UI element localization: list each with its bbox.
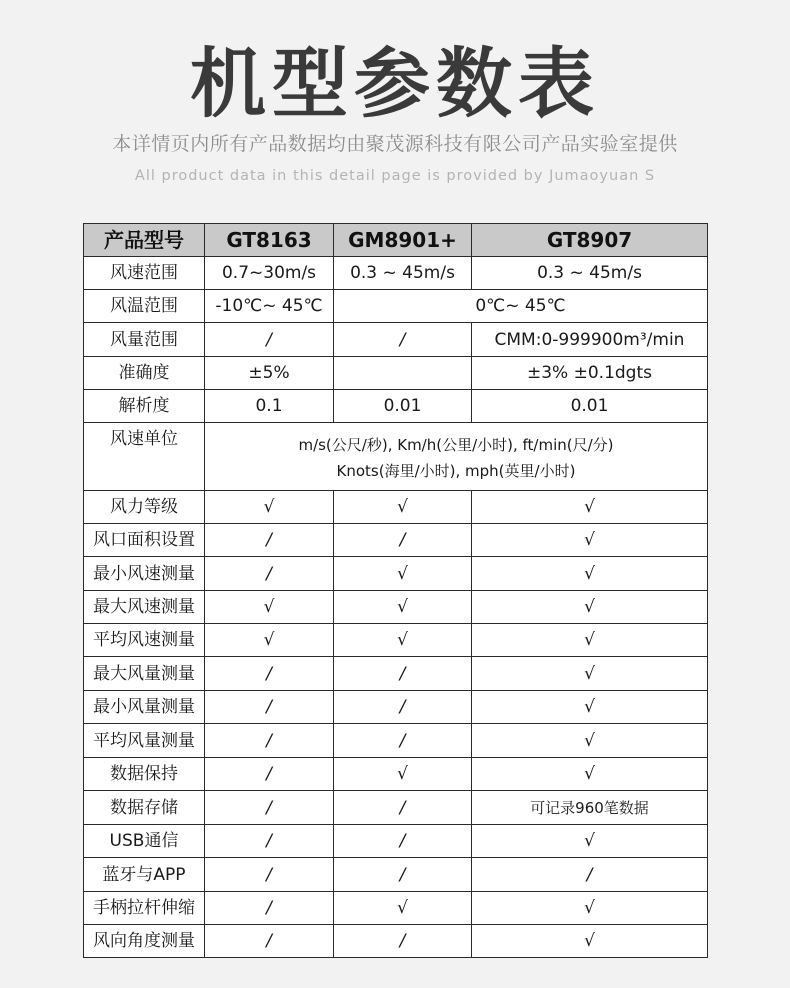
row-label: 风向角度测量 [84, 925, 205, 958]
row-label: USB通信 [84, 825, 205, 858]
row-label: 风速范围 [84, 257, 205, 290]
feature-row [84, 657, 708, 691]
cell-gm8901: / [334, 657, 472, 691]
row-label: 准确度 [84, 357, 205, 390]
unit-line-1: m/s(公尺/秒), Km/h(公里/小时), ft/min(尺/分) [298, 435, 614, 454]
row-label: 手柄拉杆伸缩 [84, 892, 205, 925]
cell-gm8901: √ [334, 892, 472, 925]
cell-gt8907: √ [472, 892, 708, 925]
cell-gm8901: / [334, 691, 472, 724]
accuracy-row [84, 357, 708, 390]
cell-gt8163: -10℃~ 45℃ [205, 290, 334, 323]
cell-gt8907: √ [472, 825, 708, 858]
cell-gt8163: ±5% [205, 357, 334, 390]
cell-gt8907: √ [472, 491, 708, 524]
feature-row [84, 925, 708, 958]
cell-gt8163: / [205, 657, 334, 691]
row-label: 平均风速测量 [84, 624, 205, 657]
row-label: 解析度 [84, 390, 205, 423]
cell-gm8901: 0.3 ~ 45m/s [334, 257, 472, 290]
row-label: 最大风量测量 [84, 657, 205, 691]
subtitle-english: All product data in this detail page is provided by Jumaoyuan S [134, 168, 656, 184]
wind-speed-range-row [84, 257, 708, 290]
cell-gt8163: / [205, 691, 334, 724]
subtitle-chinese: 本详情页内所有产品数据均由聚茂源科技有限公司产品实验室提供 [112, 133, 678, 155]
feature-row [84, 524, 708, 557]
cell-gt8163: √ [205, 624, 334, 657]
cell-merged-units [205, 423, 708, 491]
cell-gt8907: √ [472, 624, 708, 657]
cell-gm8901: / [334, 724, 472, 758]
cell-gt8163: / [205, 724, 334, 758]
cell-gm8901: / [334, 925, 472, 958]
feature-row [84, 758, 708, 791]
cell-gt8907: √ [472, 691, 708, 724]
cell-gt8163: √ [205, 591, 334, 624]
wind-speed-unit-row [84, 423, 708, 491]
unit-line-2: Knots(海里/小时), mph(英里/小时) [336, 461, 576, 480]
cell-gt8163: / [205, 557, 334, 591]
cell-merged-gm8901-gt8907: 0℃~ 45℃ [334, 290, 708, 323]
page-title: 机型参数表 [190, 39, 600, 128]
row-label: 最小风速测量 [84, 557, 205, 591]
cell-gt8163: / [205, 791, 334, 825]
cell-gm8901: 0.01 [334, 390, 472, 423]
cell-gm8901: / [334, 858, 472, 892]
wind-temp-range-row [84, 290, 708, 323]
cell-gm8901: √ [334, 624, 472, 657]
row-label: 平均风量测量 [84, 724, 205, 758]
cell-gm8901: √ [334, 591, 472, 624]
cell-gt8163: / [205, 925, 334, 958]
cell-gm8901: √ [334, 758, 472, 791]
feature-row [84, 724, 708, 758]
cell-gt8163: 0.1 [205, 390, 334, 423]
cell-gt8907: CMM:0-999900m³/min [472, 323, 708, 357]
cell-gt8163: / [205, 323, 334, 357]
cell-gt8907: √ [472, 657, 708, 691]
cell-gt8907: 可记录960笔数据 [472, 791, 708, 825]
header-gm8901: GM8901+ [334, 224, 472, 257]
cell-gm8901: / [334, 524, 472, 557]
cell-gt8163: / [205, 825, 334, 858]
row-label: 风速单位 [84, 423, 205, 491]
cell-gt8907: √ [472, 925, 708, 958]
row-label: 数据保持 [84, 758, 205, 791]
cell-gm8901 [334, 357, 472, 390]
feature-row [84, 825, 708, 858]
cell-gt8163: 0.7~30m/s [205, 257, 334, 290]
feature-row [84, 591, 708, 624]
cell-gm8901: / [334, 791, 472, 825]
cell-gt8907: 0.3 ~ 45m/s [472, 257, 708, 290]
cell-gt8907: √ [472, 557, 708, 591]
feature-row [84, 691, 708, 724]
feature-row [84, 624, 708, 657]
cell-gm8901: / [334, 825, 472, 858]
cell-gt8907: ±3% ±0.1dgts [472, 357, 708, 390]
cell-gm8901: √ [334, 491, 472, 524]
cell-gt8163: / [205, 524, 334, 557]
row-label: 风量范围 [84, 323, 205, 357]
header-gt8907: GT8907 [472, 224, 708, 257]
header-model-label: 产品型号 [84, 224, 205, 257]
feature-row [84, 858, 708, 892]
spec-table [83, 223, 708, 958]
resolution-row [84, 390, 708, 423]
row-label: 数据存储 [84, 791, 205, 825]
cell-gt8163: / [205, 758, 334, 791]
row-label: 最大风速测量 [84, 591, 205, 624]
header-gt8163: GT8163 [205, 224, 334, 257]
feature-row [84, 892, 708, 925]
cell-gt8163: / [205, 892, 334, 925]
cell-gt8163: / [205, 858, 334, 892]
cell-gt8163: √ [205, 491, 334, 524]
row-label: 风力等级 [84, 491, 205, 524]
row-label: 风温范围 [84, 290, 205, 323]
cell-gt8907: 0.01 [472, 390, 708, 423]
cell-gm8901: / [334, 323, 472, 357]
cell-gt8907: √ [472, 524, 708, 557]
feature-row [84, 791, 708, 825]
air-volume-range-row [84, 323, 708, 357]
cell-gt8907: √ [472, 724, 708, 758]
row-label: 蓝牙与APP [84, 858, 205, 892]
cell-gt8907: / [472, 858, 708, 892]
feature-row [84, 557, 708, 591]
row-label: 最小风量测量 [84, 691, 205, 724]
cell-gt8907: √ [472, 758, 708, 791]
cell-gt8907: √ [472, 591, 708, 624]
row-label: 风口面积设置 [84, 524, 205, 557]
cell-gm8901: √ [334, 557, 472, 591]
feature-row [84, 491, 708, 524]
header-row [84, 224, 708, 257]
